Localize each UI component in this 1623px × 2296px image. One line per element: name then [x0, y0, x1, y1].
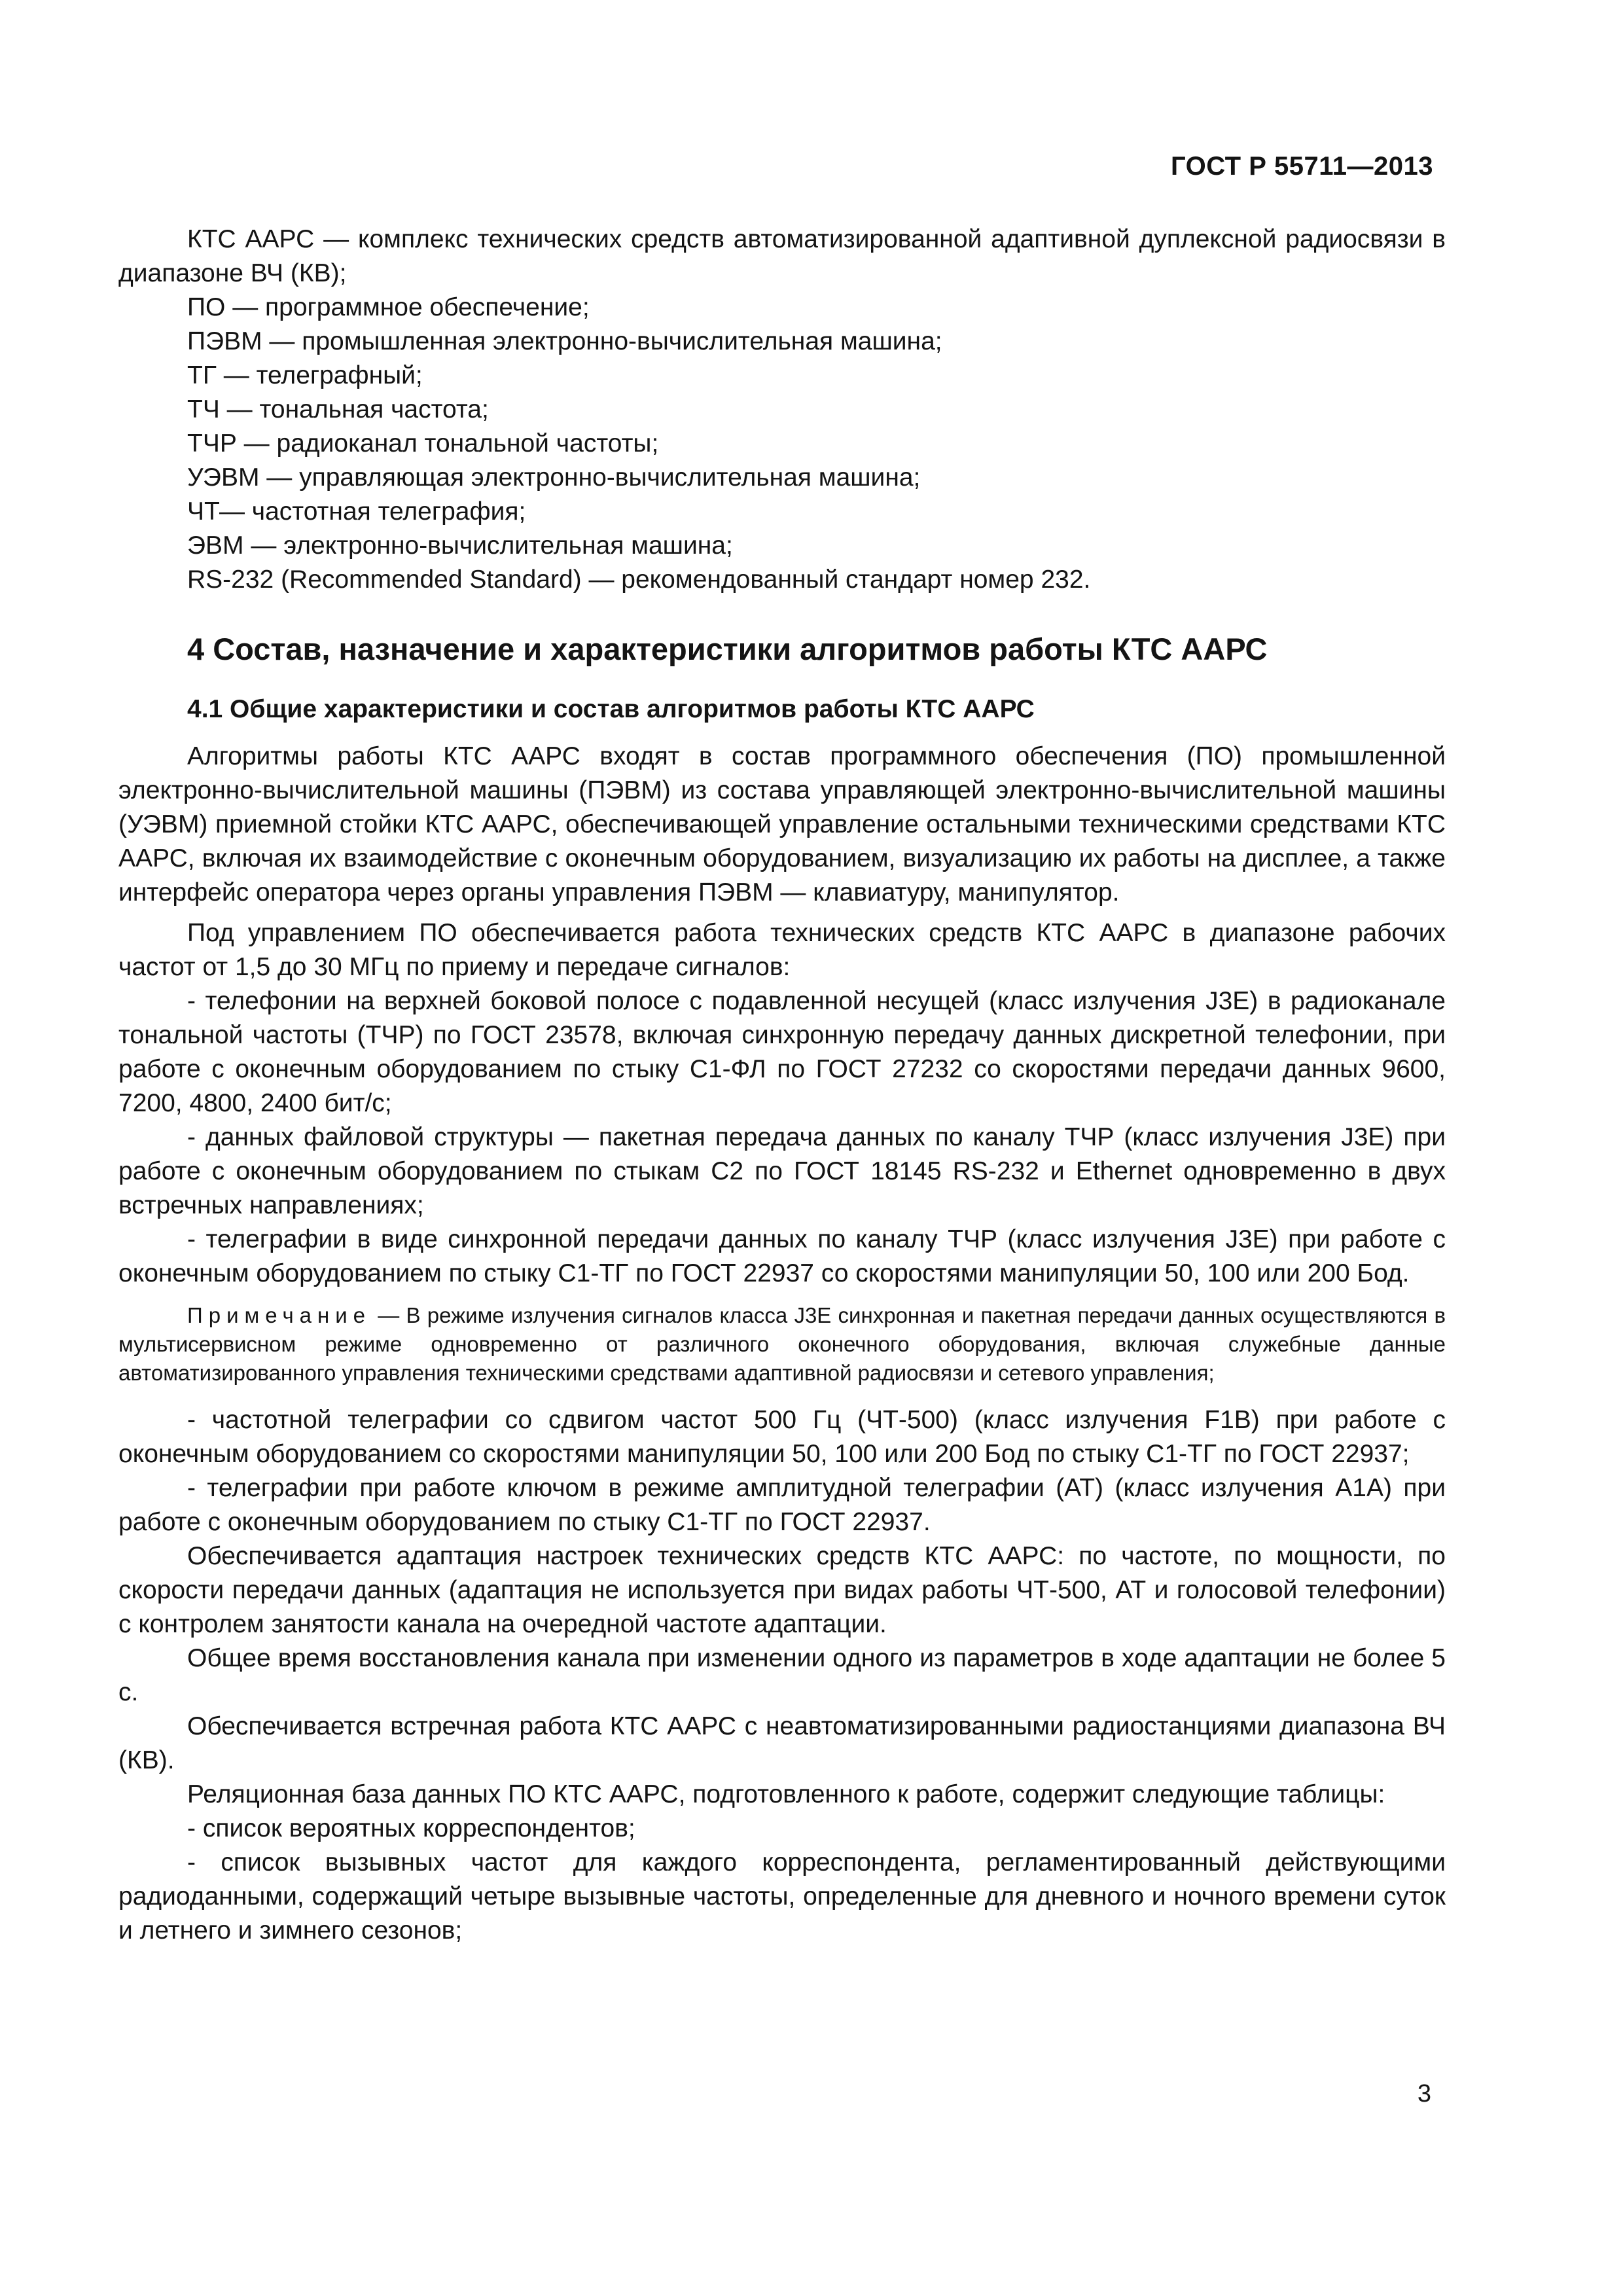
note-label: Примечание — [187, 1303, 372, 1327]
list-item: - данных файловой структуры — пакетная передача данных по каналу ТЧР (класс излучения J3E) при работе с оконечным оборудованием по стыкам С2 по ГОСТ 18145 RS-232 и Ethernet одновременно в двух встречных направлениях; — [118, 1123, 1446, 1219]
abbreviation-item: ЧТ— частотная телеграфия; — [187, 497, 526, 526]
section-heading: 4 Состав, назначение и характеристики алгоритмов работы КТС ААРС — [187, 632, 1268, 666]
abbreviation-item: ПО — программное обеспечение; — [187, 293, 590, 321]
body-paragraph: Общее время восстановления канала при изменении одного из параметров в ходе адаптации не более 5 с. — [118, 1644, 1446, 1706]
list-item: - список вызывных частот для каждого корреспондента, регламентированный действующими радиоданными, содержащий четыре вызывные частоты, определенные для дневного и ночного времени суток и летнего и зимнего сезонов; — [118, 1848, 1446, 1945]
abbreviation-item: ПЭВМ — промышленная электронно-вычислительная машина; — [187, 327, 942, 355]
document-header-standard: ГОСТ Р 55711—2013 — [1171, 152, 1433, 181]
list-item: - частотной телеграфии со сдвигом частот 500 Гц (ЧТ-500) (класс излучения F1B) при работе с оконечным оборудованием со скоростями манипуляции 50, 100 или 200 Бод по стыку С1-ТГ по ГОСТ 22937; — [118, 1406, 1446, 1468]
abbreviation-item: ТЧР — радиоканал тональной частоты; — [187, 429, 659, 457]
body-paragraph: Обеспечивается встречная работа КТС ААРС с неавтоматизированными радиостанциями диапазона ВЧ (КВ). — [118, 1712, 1446, 1774]
list-item: - телеграфии при работе ключом в режиме амплитудной телеграфии (АТ) (класс излучения А1А) при работе с оконечным оборудованием по стыку С1-ТГ по ГОСТ 22937. — [118, 1474, 1446, 1536]
body-paragraph: Реляционная база данных ПО КТС ААРС, подготовленного к работе, содержит следующие таблицы: — [187, 1780, 1385, 1808]
list-item: - список вероятных корреспондентов; — [187, 1814, 635, 1842]
abbreviation-item: ЭВМ — электронно-вычислительная машина; — [187, 531, 733, 560]
list-item: - телефонии на верхней боковой полосе с подавленной несущей (класс излучения J3E) в радиоканале тональной частоты (ТЧР) по ГОСТ 23578, включая синхронную передачу данных дискретной телефонии, при работе с оконечным оборудованием по стыку С1-ФЛ по ГОСТ 27232 со скоростями передачи данных 9600, 7200, 4800, 2400 бит/с; — [118, 987, 1446, 1117]
abbreviation-item: УЭВМ — управляющая электронно-вычислительная машина; — [187, 463, 921, 492]
note-block — [118, 1301, 1446, 1388]
abbreviation-item: ТГ — телеграфный; — [187, 361, 423, 389]
abbreviation-item: RS-232 (Recommended Standard) — рекомендованный стандарт номер 232. — [187, 565, 1091, 594]
page-content — [118, 223, 1446, 1948]
page-number: 3 — [1417, 2080, 1431, 2108]
list-item: - телеграфии в виде синхронной передачи данных по каналу ТЧР (класс излучения J3E) при работе с оконечным оборудованием по стыку С1-ТГ по ГОСТ 22937 со скоростями манипуляции 50, 100 или 200 Бод. — [118, 1225, 1446, 1287]
note-text: — В режиме излучения сигналов класса J3E синхронная и пакетная передачи данных осуществляются в мультисервисном режиме одновременно от различного оконечного оборудования, включая служебные данные автоматизированного управления техническими средствами адаптивной радиосвязи и сетевого управления; — [118, 1303, 1446, 1385]
body-paragraph: Алгоритмы работы КТС ААРС входят в состав программного обеспечения (ПО) промышленной электронно-вычислительной машины (ПЭВМ) из состава управляющей электронно-вычислительной машины (УЭВМ) приемной стойки КТС ААРС, обеспечивающей управление остальными техническими средствами КТС ААРС, включая их взаимодействие с оконечным оборудованием, визуализацию их работы на дисплее, а также интерфейс оператора через органы управления ПЭВМ — клавиатуру, манипулятор. — [118, 742, 1446, 906]
body-paragraph: Под управлением ПО обеспечивается работа технических средств КТС ААРС в диапазоне рабочих частот от 1,5 до 30 МГц по приему и передаче сигналов: — [118, 919, 1446, 981]
body-paragraph: Обеспечивается адаптация настроек технических средств КТС ААРС: по частоте, по мощности, по скорости передачи данных (адаптация не используется при видах работы ЧТ-500, АТ и голосовой телефонии) с контролем занятости канала на очередной частоте адаптации. — [118, 1542, 1446, 1638]
subsection-heading: 4.1 Общие характеристики и состав алгоритмов работы КТС ААРС — [187, 695, 1035, 723]
abbreviation-item: ТЧ — тональная частота; — [187, 395, 489, 423]
abbreviation-item: КТС ААРС — комплекс технических средств автоматизированной адаптивной дуплексной радиосвязи в диапазоне ВЧ (КВ); — [118, 225, 1446, 287]
